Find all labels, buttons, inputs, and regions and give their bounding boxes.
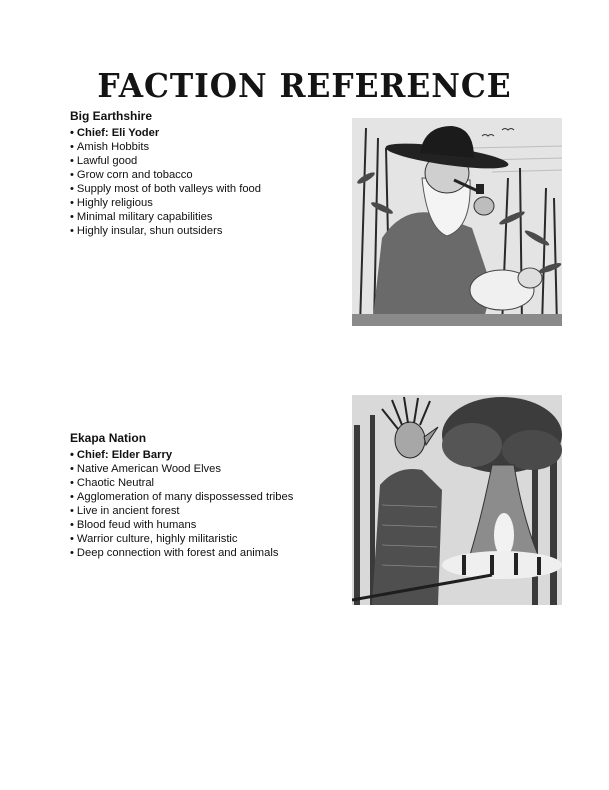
list-item: • Blood feud with humans [70,518,340,532]
faction-section-ekapa-nation [70,431,340,560]
list-item: • Amish Hobbits [70,140,340,154]
faction-name: Ekapa Nation [70,431,147,445]
faction-chief: • Chief: Eli Yoder [70,126,340,140]
faction-chief: • Chief: Elder Barry [70,448,340,462]
list-item: • Deep connection with forest and animals [70,546,340,560]
page-title: FACTION REFERENCE [97,66,512,105]
faction-traits-list [70,126,340,238]
list-item: • Lawful good [70,154,340,168]
faction-name: Big Earthshire [70,109,153,123]
list-item: • Live in ancient forest [70,504,340,518]
faction-section-big-earthshire [70,109,340,238]
list-item: • Highly insular, shun outsiders [70,224,340,238]
list-item: • Chaotic Neutral [70,476,340,490]
wood-elf-warrior-illustration [352,395,562,605]
hobbit-farmer-illustration [352,118,562,326]
faction-traits-list [70,448,340,560]
list-item: • Highly religious [70,196,340,210]
list-item: • Warrior culture, highly militaristic [70,532,340,546]
list-item: • Grow corn and tobacco [70,168,340,182]
list-item: • Agglomeration of many dispossessed tribes [70,490,340,504]
list-item: • Native American Wood Elves [70,462,340,476]
list-item: • Supply most of both valleys with food [70,182,340,196]
list-item: • Minimal military capabilities [70,210,340,224]
